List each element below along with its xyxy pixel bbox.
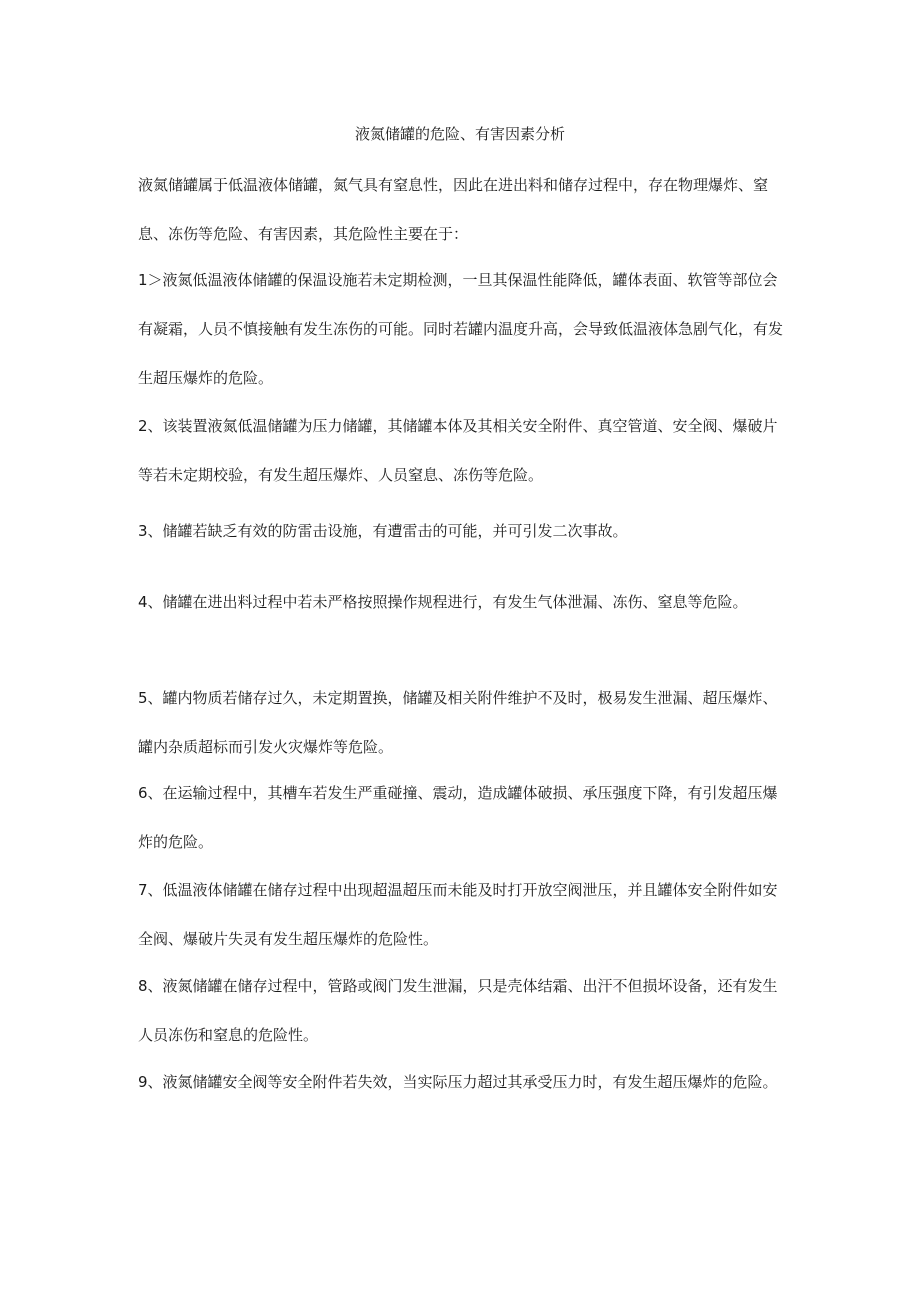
hazard-item-7: 7、低温液体储罐在储存过程中出现超温超压而未能及时打开放空阀泄压，并且罐体安全附件如安全阀、爆破片失灵有发生超压爆炸的危险性。	[138, 881, 778, 948]
hazard-item-4: 4、储罐在进出料过程中若未严格按照操作规程进行，有发生气体泄漏、冻伤、窒息等危险。	[138, 593, 748, 611]
hazard-item-5: 5、罐内物质若储存过久，未定期置换，储罐及相关附件维护不及时，极易发生泄漏、超压爆炸、罐内杂质超标而引发火灾爆炸等危险。	[138, 689, 778, 756]
intro-paragraph: 液氮储罐属于低温液体储罐，氮气具有窒息性，因此在进出料和储存过程中，存在物理爆炸、窒息、冻伤等危险、有害因素，其危险性主要在于：	[138, 176, 769, 243]
hazard-item-3: 3、储罐若缺乏有效的防雷击设施，有遭雷击的可能，并可引发二次事故。	[138, 522, 628, 540]
hazard-item-8: 8、液氮储罐在储存过程中，管路或阀门发生泄漏，只是壳体结霜、出汗不但损坏设备，还有发生人员冻伤和窒息的危险性。	[138, 977, 778, 1044]
hazard-item-6: 6、在运输过程中，其槽车若发生严重碰撞、震动，造成罐体破损、承压强度下降，有引发超压爆炸的危险。	[138, 784, 778, 851]
document-title: 液氮储罐的危险、有害因素分析	[354, 125, 565, 143]
hazard-item-9: 9、液氮储罐安全阀等安全附件若失效，当实际压力超过其承受压力时，有发生超压爆炸的危险。	[138, 1073, 778, 1091]
hazard-item-1: 1＞液氮低温液体储罐的保温设施若未定期检测，一旦其保温性能降低，罐体表面、软管等部位会有凝霜，人员不慎接触有发生冻伤的可能。同时若罐内温度升高，会导致低温液体急剧气化，有发生超压爆炸的危险。	[138, 271, 784, 387]
hazard-item-2: 2、该装置液氮低温储罐为压力储罐，其储罐本体及其相关安全附件、真空管道、安全阀、爆破片等若未定期校验，有发生超压爆炸、人员窒息、冻伤等危险。	[138, 417, 778, 484]
